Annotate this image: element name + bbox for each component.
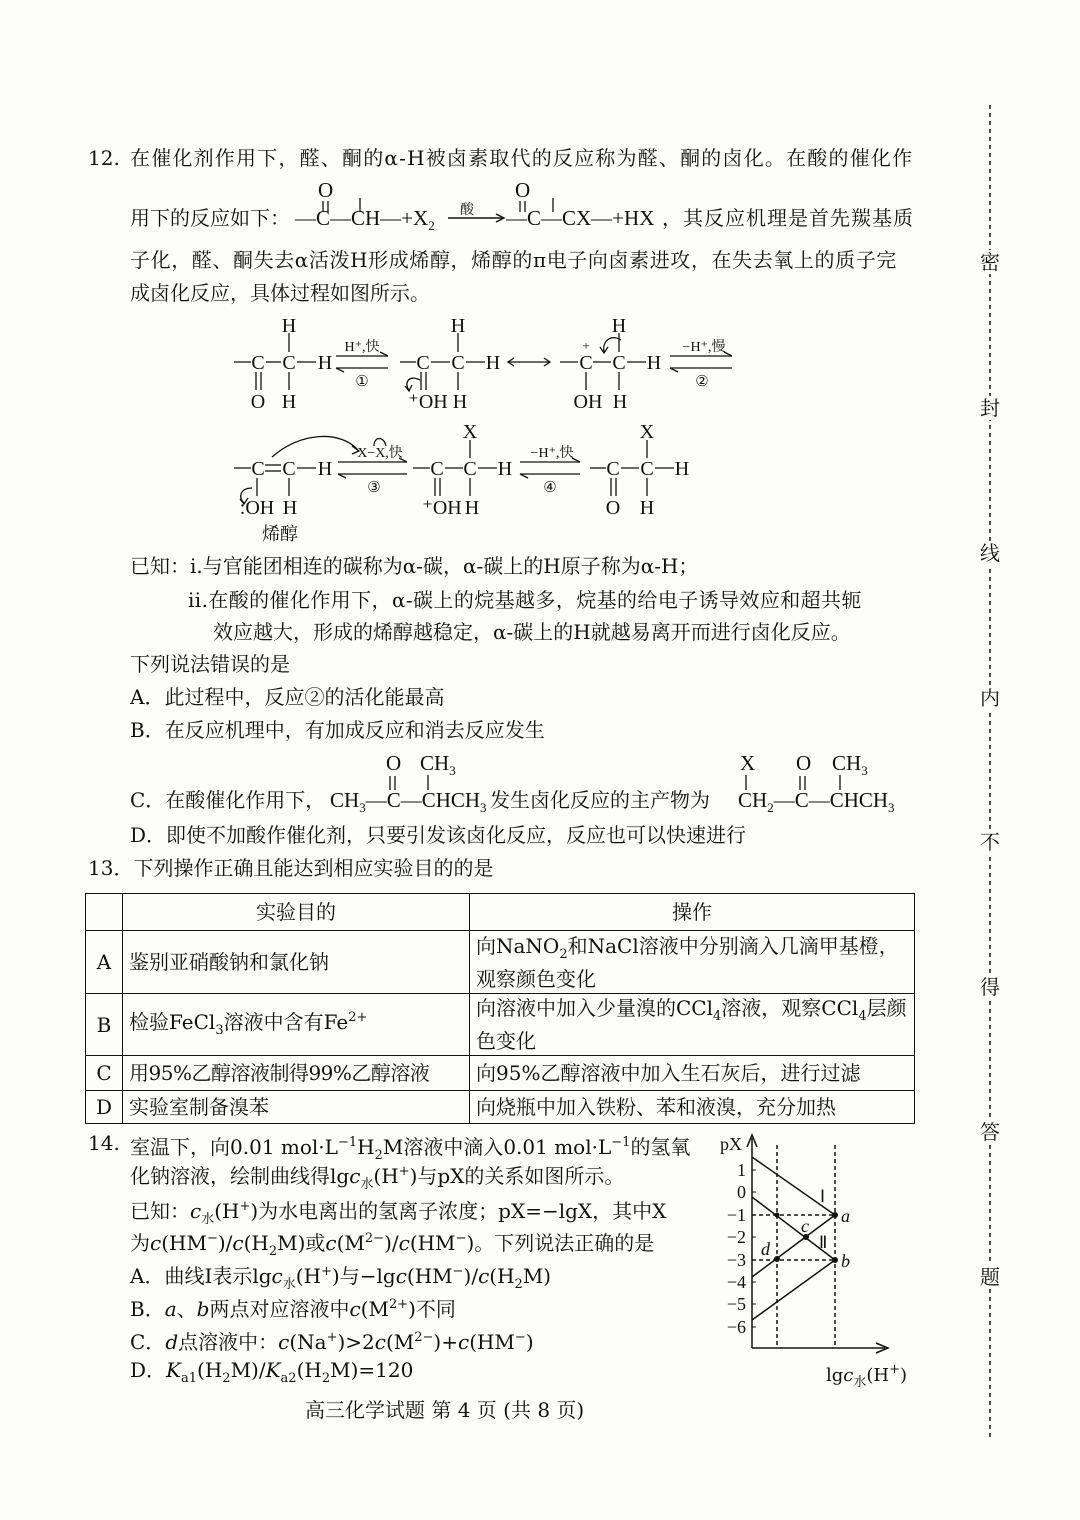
q12-equation-o1: O bbox=[318, 178, 334, 202]
q12-option-a: A．此过程中，反应②的活化能最高 bbox=[130, 685, 445, 709]
margin-char: 得 bbox=[980, 975, 1000, 999]
q12-line1: 在催化剂作用下，醛、酮的α-H被卤素取代的反应称为醛、酮的卤化。在酸的催化作 bbox=[130, 146, 914, 170]
atom-oh-lone-pair: :OH bbox=[239, 497, 275, 519]
margin-char: 不 bbox=[980, 830, 1000, 854]
curve-ii-label: Ⅱ bbox=[819, 1233, 828, 1252]
atom-h: H bbox=[611, 315, 627, 337]
point-c-label: c bbox=[801, 1216, 809, 1236]
enol-label: 烯醇 bbox=[262, 524, 298, 544]
ytick: −2 bbox=[726, 1227, 746, 1247]
ytick: 1 bbox=[737, 1160, 746, 1180]
q12-question: 下列说法错误的是 bbox=[130, 652, 290, 676]
atom-h: H bbox=[281, 391, 297, 413]
q12-line2-prefix: 用下的反应如下： bbox=[130, 206, 290, 230]
known-i: 已知：i.与官能团相连的碳称为α-碳，α-碳上的H原子称为α-H； bbox=[130, 554, 699, 578]
page-footer: 高三化学试题 第 4 页 (共 8 页) bbox=[305, 1398, 585, 1422]
atom-h: H bbox=[452, 391, 468, 413]
atom-c: C bbox=[251, 352, 265, 374]
q12-option-c-reactant-o: O bbox=[386, 751, 402, 775]
q12-option-c-product-ch3: $CH_3$ bbox=[832, 751, 868, 778]
atom-c: C bbox=[640, 458, 654, 480]
row-purpose: 检验FeCl$_3$溶液中含有$Fe^{2+}$ bbox=[123, 994, 470, 1056]
margin-char: 答 bbox=[980, 1120, 1000, 1144]
row-purpose: 实验室制备溴苯 bbox=[123, 1091, 470, 1124]
atom-h: H bbox=[485, 352, 501, 374]
y-axis-label: pX bbox=[720, 1134, 742, 1154]
ytick: −4 bbox=[726, 1272, 746, 1292]
step4-number: ④ bbox=[543, 480, 557, 496]
q12-equation-arrow-label: 酸 bbox=[460, 202, 474, 218]
atom-h: H bbox=[317, 458, 333, 480]
atom-c: C bbox=[451, 352, 465, 374]
q12-equation-o2: O bbox=[515, 178, 531, 202]
row-operation: 向NaNO$_2$和NaCl溶液中分别滴入几滴甲基橙，观察颜色变化 bbox=[470, 931, 915, 994]
q12-option-d: D．即使不加酸作催化剂，只要引发该卤化反应，反应也可以快速进行 bbox=[130, 823, 747, 847]
q14-line2: 化钠溶液，绘制曲线得lgc$_水$(H+)与pX的关系如图所示。 bbox=[130, 1164, 625, 1192]
step3-condition: X−X,快 bbox=[357, 446, 403, 461]
carbocation-plus: + bbox=[582, 338, 590, 353]
step4-condition: −H⁺,快 bbox=[530, 446, 574, 461]
ytick: −5 bbox=[726, 1294, 746, 1314]
point-b-label: b bbox=[841, 1251, 850, 1271]
row-key: C bbox=[86, 1056, 123, 1091]
q14-option-b: B．a、b两点对应溶液中$c(M^{2+})$不同 bbox=[130, 1297, 456, 1321]
q14-line4: 为$c(HM^-)/c(H_2M)$或$c(M^{2-})/c(HM^-)$。下列说法正确的是 bbox=[130, 1231, 655, 1259]
atom-h: H bbox=[674, 458, 690, 480]
ytick: −1 bbox=[726, 1205, 746, 1225]
atom-h: H bbox=[317, 352, 333, 374]
atom-x: X bbox=[639, 421, 655, 443]
q12-line3: 子化，醛、酮失去α活泼H形成烯醇，烯醇的π电子向卤素进攻，在失去氧上的质子完 bbox=[130, 248, 897, 272]
q12-option-c-product: $CH_2—C—CHCH_3$ bbox=[738, 788, 895, 815]
atom-c: C bbox=[612, 352, 626, 374]
atom-oh: OH bbox=[573, 391, 603, 413]
row-key: B bbox=[86, 994, 123, 1056]
q12-option-b: B．在反应机理中，有加成反应和消去反应发生 bbox=[130, 718, 545, 742]
atom-o: O bbox=[250, 391, 266, 413]
atom-h: H bbox=[450, 315, 466, 337]
atom-h: H bbox=[282, 497, 298, 519]
q12-number: 12. bbox=[88, 146, 120, 170]
atom-o: O bbox=[605, 497, 621, 519]
q12-option-c-reactant-ch3: $CH_3$ bbox=[420, 751, 456, 778]
q12-option-c-product-o: O bbox=[796, 751, 812, 775]
point-a-label: a bbox=[841, 1206, 850, 1226]
step2-condition: −H⁺,慢 bbox=[682, 340, 726, 355]
q12-equation-reactant: $—C—CH—+X_2$ bbox=[295, 206, 435, 233]
q12-option-c-prefix: C．在酸催化作用下， bbox=[130, 788, 326, 812]
atom-c: C bbox=[606, 458, 620, 480]
atom-c: C bbox=[430, 458, 444, 480]
q13-stem: 13．下列操作正确且能达到相应实验目的的是 bbox=[88, 856, 494, 880]
q14-line3: 已知：$c_水(H^+)$为水电离出的氢离子浓度；pX=−lgX，其中X bbox=[130, 1199, 667, 1227]
x-axis-label: lgc$_水$(H+) bbox=[826, 1362, 908, 1390]
atom-h: H bbox=[612, 391, 628, 413]
margin-char: 题 bbox=[980, 1265, 1000, 1289]
row-purpose: 用95%乙醇溶液制得99%乙醇溶液 bbox=[123, 1056, 470, 1091]
q14-number: 14. bbox=[88, 1131, 120, 1155]
row-operation: 向溶液中加入少量溴的CCl$_4$溶液，观察CCl$_4$层颜色变化 bbox=[470, 994, 915, 1056]
margin-char: 内 bbox=[980, 686, 1000, 710]
q12-option-c-reactant: $CH_3—C—CHCH_3$ bbox=[330, 788, 487, 815]
step1-condition: H⁺,快 bbox=[344, 340, 380, 355]
atom-oh-plus: ⁺OH bbox=[422, 497, 462, 519]
atom-oh-plus: ⁺OH bbox=[408, 391, 448, 413]
q12-line4: 成卤化反应，具体过程如图所示。 bbox=[130, 281, 430, 305]
atom-h: H bbox=[497, 458, 513, 480]
atom-c: C bbox=[282, 458, 296, 480]
atom-c: C bbox=[463, 458, 477, 480]
atom-h: H bbox=[646, 352, 662, 374]
atom-c: C bbox=[282, 352, 296, 374]
atom-c: C bbox=[579, 352, 593, 374]
q14-line1: 室温下，向0.01 $mol\cdot L^{-1}H_2M$溶液中滴入0.01 $mol\cdot L^{-1}$的氢氧 bbox=[130, 1135, 691, 1163]
atom-c: C bbox=[251, 458, 265, 480]
q14-option-a: A．曲线Ⅰ表示lgc$_水$(H+)与$-\lg c(HM^-)/c(H_2M)$ bbox=[130, 1264, 552, 1292]
atom-c: C bbox=[416, 352, 430, 374]
row-purpose: 鉴别亚硝酸钠和氯化钠 bbox=[123, 931, 470, 994]
q12-equation-product: —C—CX—+HX bbox=[506, 206, 655, 230]
step3-number: ③ bbox=[367, 480, 381, 496]
point-d-label: d bbox=[761, 1239, 770, 1259]
curve-i-label: Ⅰ bbox=[820, 1187, 826, 1206]
row-operation: 向95%乙醇溶液中加入生石灰后，进行过滤 bbox=[470, 1056, 915, 1091]
row-key: A bbox=[86, 931, 123, 994]
atom-h: H bbox=[281, 315, 297, 337]
header-purpose: 实验目的 bbox=[123, 894, 470, 931]
q14-option-d: D．$K_{a1}(H_2M)/K_{a2}(H_2M)=120$ bbox=[130, 1358, 414, 1386]
row-key: D bbox=[86, 1091, 123, 1124]
atom-h: H bbox=[639, 497, 655, 519]
ytick: −6 bbox=[726, 1317, 746, 1337]
q12-option-c-product-x: X bbox=[740, 751, 756, 775]
step2-number: ② bbox=[695, 374, 709, 390]
q14-option-c: C．d点溶液中：$c(Na^+)>2c(M^{2-})+c(HM^-)$ bbox=[130, 1330, 534, 1354]
margin-char: 密 bbox=[980, 250, 1000, 274]
atom-x: X bbox=[462, 421, 478, 443]
atom-h: H bbox=[464, 497, 480, 519]
known-ii: ii.在酸的催化作用下，α-碳上的烷基越多，烷基的给电子诱导效应和超共轭 bbox=[188, 588, 862, 612]
step1-number: ① bbox=[355, 374, 369, 390]
known-ii-cont: 效应越大，形成的烯醇越稳定，α-碳上的H就越易离开而进行卤化反应。 bbox=[213, 620, 851, 644]
header-operation: 操作 bbox=[470, 894, 915, 931]
q12-option-c-middle: 发生卤化反应的主产物为 bbox=[490, 788, 710, 812]
margin-char: 线 bbox=[980, 541, 1000, 565]
row-operation: 向烧瓶中加入铁粉、苯和液溴，充分加热 bbox=[470, 1091, 915, 1124]
ytick: 0 bbox=[737, 1182, 746, 1202]
ytick: −3 bbox=[726, 1250, 746, 1270]
margin-char: 封 bbox=[980, 396, 1000, 420]
q12-line2-suffix: ，其反应机理是首先羰基质 bbox=[662, 206, 914, 230]
